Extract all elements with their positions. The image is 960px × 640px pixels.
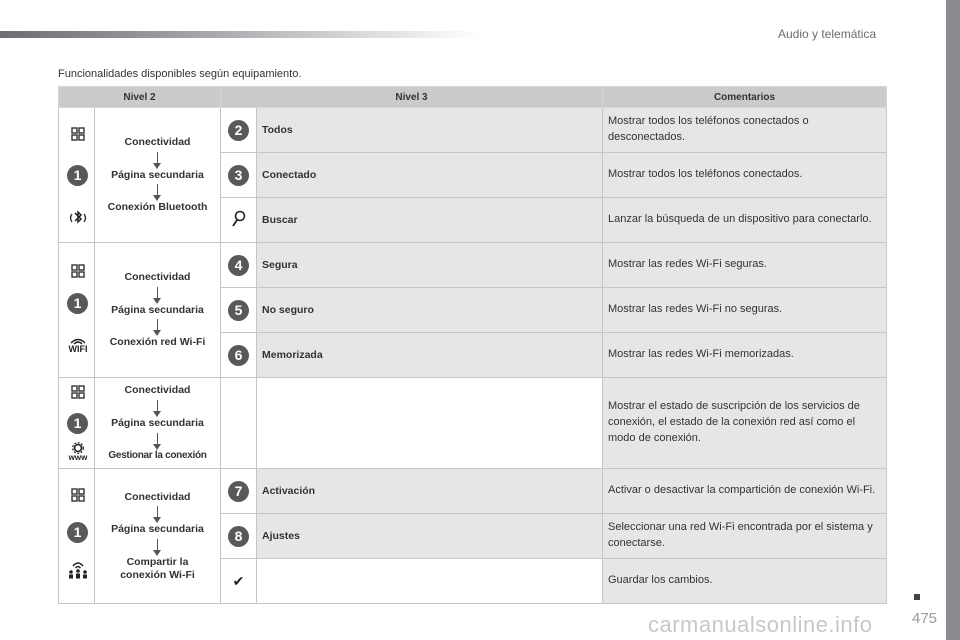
watermark: carmanualsonline.info xyxy=(648,612,873,637)
level3-cell: Buscar xyxy=(257,198,603,243)
nav-gestionar-conexion: Gestionar la conexión xyxy=(108,449,207,461)
arrow-down-icon xyxy=(157,152,158,164)
group-icons-hotspot xyxy=(59,469,95,604)
table-row xyxy=(59,243,887,288)
comment-cell: Mostrar las redes Wi-Fi no seguras. xyxy=(603,288,887,333)
level3-cell xyxy=(257,378,603,469)
step-cell xyxy=(221,469,257,514)
comment-cell: Mostrar todos los teléfonos conectados o desconectados. xyxy=(603,108,887,153)
step-cell xyxy=(221,288,257,333)
nav-conexion-red-wifi: Conexión red Wi-Fi xyxy=(109,336,206,349)
nav-conexion-bluetooth: Conexión Bluetooth xyxy=(107,201,208,214)
arrow-down-icon xyxy=(157,287,158,299)
step-badge: 8 xyxy=(228,526,249,547)
header-gradient-bar xyxy=(0,31,480,38)
step-badge: 6 xyxy=(228,345,249,366)
step-badge: 7 xyxy=(228,481,249,502)
group-icons-wifi xyxy=(59,243,95,378)
header-nivel-2: Nivel 2 xyxy=(59,87,221,108)
nav-path-hotspot xyxy=(95,469,221,604)
comment-cell: Mostrar todos los teléfonos conectados. xyxy=(603,153,887,198)
table-row xyxy=(59,108,887,153)
level3-cell: Todos xyxy=(257,108,603,153)
wifi-icon xyxy=(67,335,89,355)
arrow-down-icon xyxy=(157,319,158,331)
nav-conectividad: Conectividad xyxy=(124,490,191,503)
arrow-down-icon xyxy=(157,184,158,196)
level3-cell: No seguro xyxy=(257,288,603,333)
page-number: 475 xyxy=(912,610,938,627)
nav-path-wifi xyxy=(95,243,221,378)
header-nivel-3: Nivel 3 xyxy=(221,87,603,108)
comment-cell: Lanzar la búsqueda de un dispositivo para conectarlo. xyxy=(603,198,887,243)
comment-cell: Mostrar las redes Wi-Fi memorizadas. xyxy=(603,333,887,378)
nav-compartir-conexion: Compartir la conexión Wi-Fi xyxy=(120,556,195,581)
comment-cell: Activar o desactivar la compartición de conexión Wi-Fi. xyxy=(603,469,887,514)
step-cell xyxy=(221,153,257,198)
grid-icon xyxy=(67,485,89,505)
level3-cell: Memorizada xyxy=(257,333,603,378)
comment-cell: Mostrar las redes Wi-Fi seguras. xyxy=(603,243,887,288)
step-cell xyxy=(221,108,257,153)
page-marker xyxy=(914,594,920,600)
step-badge: 4 xyxy=(228,255,249,276)
checkmark-icon: ✔ xyxy=(232,572,245,589)
step-badge: 3 xyxy=(228,165,249,186)
hotspot-icon xyxy=(67,559,89,579)
step-badge: 1 xyxy=(67,293,88,314)
comment-cell: Guardar los cambios. xyxy=(603,559,887,604)
section-title: Audio y telemática xyxy=(778,27,877,41)
step-badge: 1 xyxy=(67,413,88,434)
level3-cell: Ajustes xyxy=(257,514,603,559)
step-cell xyxy=(221,198,257,243)
nav-pagina-secundaria: Página secundaria xyxy=(111,417,204,429)
level3-cell: Activación xyxy=(257,469,603,514)
wifi-label: WIFI xyxy=(68,343,88,354)
nav-path-connection xyxy=(95,378,221,469)
table-row xyxy=(59,469,887,514)
step-badge: 5 xyxy=(228,300,249,321)
table-row xyxy=(59,378,887,469)
step-badge: 2 xyxy=(228,120,249,141)
nav-conectividad: Conectividad xyxy=(124,136,191,149)
group-icons-connection xyxy=(59,378,95,469)
comment-cell: Seleccionar una red Wi-Fi encontrada por el sistema y conectarse. xyxy=(603,514,887,559)
nav-pagina-secundaria: Página secundaria xyxy=(111,168,204,181)
step-cell xyxy=(221,514,257,559)
step-cell xyxy=(221,243,257,288)
group-icons-bluetooth xyxy=(59,108,95,243)
level3-cell: Conectado xyxy=(257,153,603,198)
nav-path-bluetooth xyxy=(95,108,221,243)
arrow-down-icon xyxy=(157,506,158,518)
level3-cell xyxy=(257,559,603,604)
arrow-down-icon xyxy=(157,433,158,445)
step-cell xyxy=(221,559,257,604)
comment-cell: Mostrar el estado de suscripción de los servicios de conexión, el estado de la conexión red así como el modo de conexión. xyxy=(603,378,887,469)
nav-conectividad: Conectividad xyxy=(124,271,191,284)
nav-pagina-secundaria: Página secundaria xyxy=(111,303,204,316)
header-comentarios: Comentarios xyxy=(603,87,887,108)
gear-globe-icon xyxy=(67,442,89,462)
search-icon xyxy=(231,210,247,228)
grid-icon xyxy=(67,382,89,402)
grid-icon xyxy=(67,261,89,281)
page-edge-strip xyxy=(946,0,960,640)
step-badge: 1 xyxy=(67,165,88,186)
step-cell xyxy=(221,333,257,378)
step-cell xyxy=(221,378,257,469)
arrow-down-icon xyxy=(157,539,158,551)
level3-cell: Segura xyxy=(257,243,603,288)
grid-icon xyxy=(67,124,89,144)
nav-pagina-secundaria: Página secundaria xyxy=(111,523,204,536)
features-table xyxy=(58,86,887,604)
arrow-down-icon xyxy=(157,400,158,412)
nav-conectividad: Conectividad xyxy=(124,384,191,397)
bluetooth-icon xyxy=(67,208,89,228)
step-badge: 1 xyxy=(67,522,88,543)
intro-text: Funcionalidades disponibles según equipamiento. xyxy=(58,68,302,80)
www-label: www xyxy=(68,453,88,462)
